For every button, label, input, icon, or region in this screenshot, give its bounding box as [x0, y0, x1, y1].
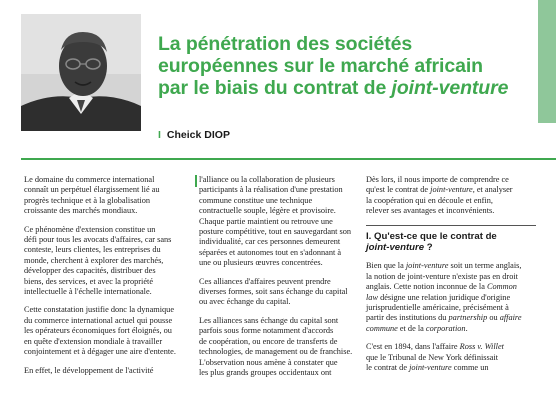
- col2-p1-line: séparées et autonomes tout en s'adonnant à: [199, 247, 342, 257]
- col3-p2-italic: Common: [486, 282, 517, 292]
- col3-p1-line: relever ses avantages et inconvénients.: [366, 206, 495, 216]
- col1-paragraph-3: [24, 305, 186, 357]
- col3-p3-line: [366, 363, 536, 373]
- col3-p3-italic: Ross v. Willet: [459, 342, 504, 352]
- col1-p3-line: Cette constatation justifie donc la dynamique: [24, 305, 174, 315]
- col3-p3-text: le contrat de: [366, 363, 410, 373]
- col3-p1-text: qu'est le contrat de: [366, 185, 431, 195]
- col3-p1-text: , et analyser: [472, 185, 513, 195]
- col3-p2-line: [366, 324, 536, 334]
- portrait-image: [21, 14, 141, 131]
- col3-p2-text: désigne une relation juridique d'origine: [378, 292, 511, 302]
- col3-p1-line: la coopération qui en découle et enfin,: [366, 195, 493, 205]
- col3-p1-line: [366, 185, 536, 195]
- col1-p2-line: défi pour tous les avocats d'affaires, car sans: [24, 235, 172, 245]
- col1-p3-line: du commerce international actuel qui pousse: [24, 315, 173, 325]
- col2-p3-line: les plus grands groupes occidentaux ont: [199, 367, 332, 377]
- author-byline: [158, 129, 230, 141]
- col1-p4-line: En effet, le développement de l'activité: [24, 365, 154, 375]
- col3-p3-line: [366, 342, 536, 352]
- col3-p3-line: que le Tribunal de New York définissait: [366, 352, 499, 362]
- col1-p2-line: conteste, leurs clientes, les entreprises du: [24, 245, 161, 255]
- col1-p2-line: Ce phénomène d'extension constitue un: [24, 224, 156, 234]
- col3-p2-italic: law: [366, 292, 378, 302]
- title-italic-term: joint-venture: [391, 77, 509, 99]
- col3-paragraph-1: [366, 175, 536, 217]
- col2-p3-line: de coopération, ou encore de transferts de: [199, 336, 338, 346]
- col2-p2-line: ou avec échange du capital.: [199, 297, 291, 307]
- col3-p2-italic: affaire: [499, 313, 522, 323]
- col2-p1-line: posture compétitive, tout en sauvegardant son: [199, 227, 352, 237]
- col2-p1-line: participants à la réalisation d'une prestation: [199, 185, 343, 195]
- col1-p3-line: en quête d'extension mondiale à travailler: [24, 336, 163, 346]
- green-side-bar: [538, 0, 556, 123]
- author-portrait: [21, 14, 141, 131]
- section-heading: [366, 231, 536, 253]
- col1-p1-line: Le domaine du commerce international: [24, 175, 155, 184]
- section-heading-line-2: [366, 242, 536, 253]
- col1-p1-line: progrès technique et à la globalisation: [24, 195, 151, 205]
- title-line-1: La pénétration des sociétés: [158, 33, 413, 55]
- col3-p2-line: la notion de joint-venture n'existe pas en droit: [366, 271, 518, 281]
- col2-p3-line: technologies, de management ou de franchise.: [199, 347, 353, 357]
- col1-paragraph-1: [24, 175, 186, 217]
- column-3: [366, 175, 536, 381]
- col2-p1-line: contractuelle souple, légère et provisoire.: [199, 206, 336, 216]
- title-line-3-text: par le biais du contrat de: [158, 77, 392, 99]
- col2-p2-line: diverses formes, soit sans échange du capital: [199, 287, 348, 297]
- col3-p1-line: Dès lors, il nous importe de comprendre ce: [366, 175, 509, 184]
- col3-p2-line: jurisprudentielle américaine, précisément à: [366, 303, 509, 313]
- title-line-3: [158, 77, 538, 99]
- header-divider: [21, 158, 556, 160]
- col3-p2-line: [366, 313, 536, 323]
- col2-paragraph-2: [199, 277, 361, 308]
- col2-p1-line: une ou plusieurs œuvres concentrées.: [199, 258, 323, 268]
- col2-p2-line: Ces alliances d'affaires peuvent prendre: [199, 276, 331, 286]
- column-2: [199, 175, 361, 386]
- col1-p1-line: connaît un perpétuel élargissement lié au: [24, 185, 160, 195]
- section-heading-rest: ?: [424, 242, 433, 254]
- col2-p3-line: L'observation nous amène à constater que: [199, 357, 338, 367]
- col3-paragraph-2: [366, 261, 536, 334]
- col2-p3-line: Les alliances sans échange du capital sont: [199, 315, 339, 325]
- col3-p3-text: comme un: [451, 363, 489, 373]
- col3-p2-line: [366, 261, 536, 271]
- col2-paragraph-1: [199, 175, 361, 269]
- section-heading-line-1: I. Qu'est-ce que le contrat de: [366, 231, 497, 243]
- col3-p1-italic: joint-venture: [430, 185, 473, 195]
- col3-p2-italic: partnership: [448, 313, 488, 323]
- col3-p2-line: [366, 293, 536, 303]
- col1-p2-line: monde, cherchent à explorer des marchés,: [24, 255, 164, 265]
- column-1: [24, 175, 186, 384]
- col3-p3-italic: joint-venture: [409, 363, 452, 373]
- col2-p3-line: parfois sous forme notamment d'accords: [199, 326, 334, 336]
- col3-p2-text: anglais. Cette notion inconnue de la: [366, 282, 487, 292]
- author-marker: I: [158, 129, 161, 141]
- col3-p2-line: [366, 282, 536, 292]
- article-title: [158, 33, 538, 99]
- col3-p2-text: soit un terme anglais,: [448, 261, 522, 271]
- col1-paragraph-2: [24, 225, 186, 298]
- col3-p2-italic: commune: [366, 323, 398, 333]
- col1-p2-line: développer des capacités, distribuer des: [24, 266, 156, 276]
- col3-p2-text: Bien que la: [366, 261, 406, 271]
- col3-p2-text: ou: [487, 313, 500, 323]
- col1-paragraph-4: [24, 366, 186, 376]
- col2-paragraph-3: [199, 316, 361, 378]
- author-name: Cheick DIOP: [166, 129, 230, 141]
- col2-p1-line: l'alliance ou la collaboration de plusieurs: [199, 175, 335, 184]
- col1-p2-line: biens, des services, et avec la propriété: [24, 276, 154, 286]
- col3-p2-italic: corporation: [425, 323, 466, 333]
- col2-p1-line: commune constitue une technique: [199, 195, 313, 205]
- col1-p3-line: les opérateurs économiques fort éloignés, ou: [24, 326, 172, 336]
- col3-p2-italic: joint-venture: [405, 261, 449, 271]
- col3-p2-text: .: [465, 323, 468, 333]
- column-2-accent-bar: [195, 175, 197, 187]
- col1-p1-line: croissante des marchés mondiaux.: [24, 206, 138, 216]
- title-line-2: européennes sur le marché africain: [158, 55, 483, 77]
- col3-p2-text: et de la: [397, 323, 426, 333]
- col1-p2-line: intellectuelle à l'échelle internationale.: [24, 287, 152, 297]
- col3-p2-text: partir des institutions du: [366, 313, 449, 323]
- section-heading-italic: joint-venture: [366, 242, 425, 254]
- col2-p1-line: Chaque partie maintient ou retrouve une: [199, 216, 333, 226]
- col2-p1-line: individualité, car ces personnes demeurent: [199, 237, 341, 247]
- col3-paragraph-3: [366, 342, 536, 373]
- col3-p3-text: C'est en 1894, dans l'affaire: [366, 342, 460, 352]
- col1-p3-line: conjointement et à dégager une aire d'entente.: [24, 347, 176, 357]
- section-divider: [366, 225, 536, 226]
